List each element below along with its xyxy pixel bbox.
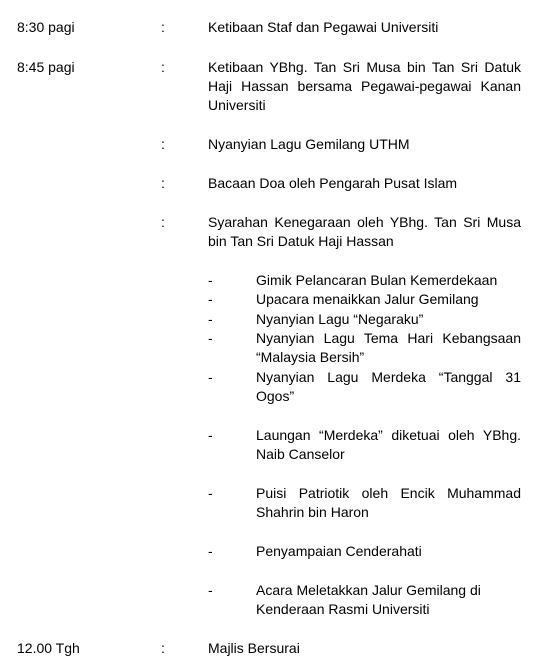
schedule-time: 8:30 pagi <box>17 19 75 35</box>
sub-item-dash: - <box>208 485 213 501</box>
sub-item-text: Nyanyian Lagu “Negaraku” <box>256 311 424 327</box>
schedule-colon: : <box>161 59 165 75</box>
sub-item-dash: - <box>208 330 213 346</box>
schedule-description: Bacaan Doa oleh Pengarah Pusat Islam <box>208 175 458 191</box>
sub-item-text: Acara Meletakkan Jalur Gemilang di Kenderaan Rasmi Universiti <box>256 582 481 617</box>
schedule-colon: : <box>161 136 165 152</box>
sub-item-dash: - <box>208 272 213 288</box>
sub-item-dash: - <box>208 311 213 327</box>
sub-item-dash: - <box>208 427 213 443</box>
sub-item-dash: - <box>208 369 213 385</box>
schedule-description: Nyanyian Lagu Gemilang UTHM <box>208 136 410 152</box>
schedule-description: Majlis Bersurai <box>208 640 300 656</box>
schedule-colon: : <box>161 214 165 230</box>
schedule-description: Ketibaan Staf dan Pegawai Universiti <box>208 19 439 35</box>
sub-item-text: Penyampaian Cenderahati <box>256 543 422 559</box>
schedule-time: 12.00 Tgh <box>17 640 80 656</box>
sub-item-dash: - <box>208 291 213 307</box>
sub-item-dash: - <box>208 543 213 559</box>
schedule-description: Syarahan Kenegaraan oleh YBhg. Tan Sri Musa bin Tan Sri Datuk Haji Hassan <box>208 214 521 249</box>
sub-item-text: Puisi Patriotik oleh Encik Muhammad Shahrin bin Haron <box>256 485 521 520</box>
schedule-description: Ketibaan YBhg. Tan Sri Musa bin Tan Sri Datuk Haji Hassan bersama Pegawai-pegawai Kanan Universiti <box>208 59 521 113</box>
schedule-colon: : <box>161 640 165 656</box>
sub-item-text: Nyanyian Lagu Merdeka “Tanggal 31 Ogos” <box>256 369 521 404</box>
sub-item-text: Gimik Pelancaran Bulan Kemerdekaan <box>256 272 498 288</box>
schedule-colon: : <box>161 19 165 35</box>
sub-item-text: Nyanyian Lagu Tema Hari Kebangsaan “Malaysia Bersih” <box>256 330 521 365</box>
sub-item-dash: - <box>208 582 213 598</box>
sub-item-text: Laungan “Merdeka” diketuai oleh YBhg. Naib Canselor <box>256 427 521 462</box>
schedule-time: 8:45 pagi <box>17 59 75 75</box>
schedule-colon: : <box>161 175 165 191</box>
sub-item-text: Upacara menaikkan Jalur Gemilang <box>256 291 479 307</box>
